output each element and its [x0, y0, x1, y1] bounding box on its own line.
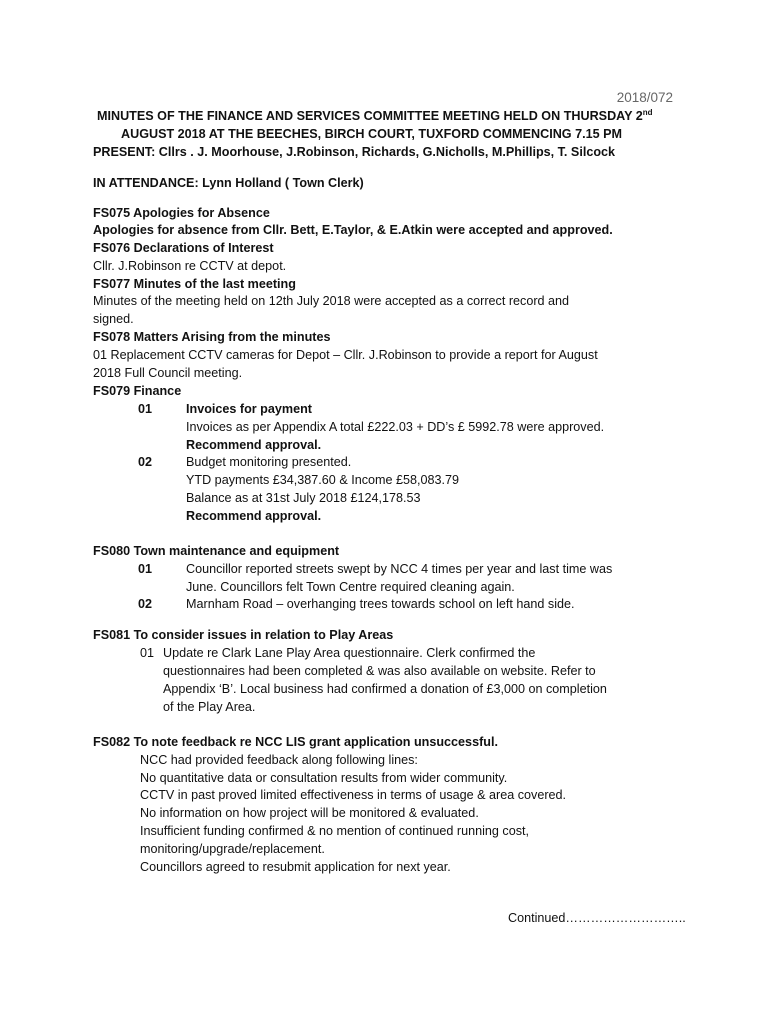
fs075-heading: FS075 Apologies for Absence	[93, 206, 270, 220]
fs079-item2-ytd: YTD payments £34,387.60 & Income £58,083.79	[186, 473, 460, 487]
fs076-text: Cllr. J.Robinson re CCTV at depot.	[93, 259, 287, 273]
fs081-text-2: questionnaires had been completed & was also available on website. Refer to	[163, 664, 596, 678]
fs080-item1-number: 01	[138, 562, 153, 576]
fs077-text-2: signed.	[93, 312, 134, 326]
fs076-heading: FS076 Declarations of Interest	[93, 241, 274, 255]
fs081-number: 01	[140, 646, 155, 660]
continued-footer: Continued………………………..	[508, 911, 686, 925]
fs080-item1-text-1: Councillor reported streets swept by NCC 4 times per year and last time was	[186, 562, 613, 576]
fs081-text-4: of the Play Area.	[163, 700, 256, 714]
fs081-heading: FS081 To consider issues in relation to Play Areas	[93, 628, 394, 642]
fs077-text-1: Minutes of the meeting held on 12th July 2018 were accepted as a correct record and	[93, 294, 570, 308]
fs077-heading: FS077 Minutes of the last meeting	[93, 277, 296, 291]
fs082-line: No information on how project will be monitored & evaluated.	[140, 806, 479, 820]
fs079-item1-number: 01	[138, 402, 153, 416]
fs079-item2-number: 02	[138, 455, 153, 469]
fs079-heading: FS079 Finance	[93, 384, 182, 398]
fs079-item2-recommend: Recommend approval.	[186, 509, 322, 523]
fs081-text-1: Update re Clark Lane Play Area questionnaire. Clerk confirmed the	[163, 646, 536, 660]
fs080-item1-text-2: June. Councillors felt Town Centre required cleaning again.	[186, 580, 515, 594]
fs079-item1-text: Invoices as per Appendix A total £222.03 + DD’s £ 5992.78 were approved.	[186, 420, 605, 434]
fs082-heading: FS082 To note feedback re NCC LIS grant application unsuccessful.	[93, 735, 498, 749]
document-reference: 2018/072	[616, 90, 673, 105]
fs080-item2-text: Marnham Road – overhanging trees towards school on left hand side.	[186, 597, 575, 611]
fs082-line: CCTV in past proved limited effectiveness in terms of usage & area covered.	[140, 788, 567, 802]
fs080-item2-number: 02	[138, 597, 153, 611]
fs078-heading: FS078 Matters Arising from the minutes	[93, 330, 331, 344]
fs078-text-1: 01 Replacement CCTV cameras for Depot – Cllr. J.Robinson to provide a report for August	[93, 348, 598, 362]
present-line: PRESENT: Cllrs . J. Moorhouse, J.Robinson, Richards, G.Nicholls, M.Phillips, T. Silcock	[93, 145, 616, 159]
fs082-line: Councillors agreed to resubmit application for next year.	[140, 860, 451, 874]
fs082-line: Insufficient funding confirmed & no mention of continued running cost,	[140, 824, 530, 838]
fs079-item1-recommend: Recommend approval.	[186, 438, 322, 452]
fs082-line: monitoring/upgrade/replacement.	[140, 842, 325, 856]
fs081-text-3: Appendix ‘B’. Local business had confirmed a donation of £3,000 on completion	[163, 682, 607, 696]
fs080-heading: FS080 Town maintenance and equipment	[93, 544, 340, 558]
fs079-item1-title: Invoices for payment	[186, 402, 312, 416]
title-line-1	[97, 107, 653, 125]
fs082-line: NCC had provided feedback along following lines:	[140, 753, 418, 767]
fs082-line: No quantitative data or consultation results from wider community.	[140, 771, 508, 785]
attendance-line: IN ATTENDANCE: Lynn Holland ( Town Clerk)	[93, 176, 364, 190]
title-line-1-text: MINUTES OF THE FINANCE AND SERVICES COMMITTEE MEETING HELD ON THURSDAY 2	[97, 109, 643, 123]
title-sup: nd	[642, 107, 653, 117]
fs075-text: Apologies for absence from Cllr. Bett, E.Taylor, & E.Atkin were accepted and approved.	[93, 223, 613, 237]
fs078-text-2: 2018 Full Council meeting.	[93, 366, 243, 380]
fs079-item2-balance: Balance as at 31st July 2018 £124,178.53	[186, 491, 421, 505]
fs079-item2-text: Budget monitoring presented.	[186, 455, 352, 469]
title-line-2: AUGUST 2018 AT THE BEECHES, BIRCH COURT, TUXFORD COMMENCING 7.15 PM	[121, 127, 623, 141]
